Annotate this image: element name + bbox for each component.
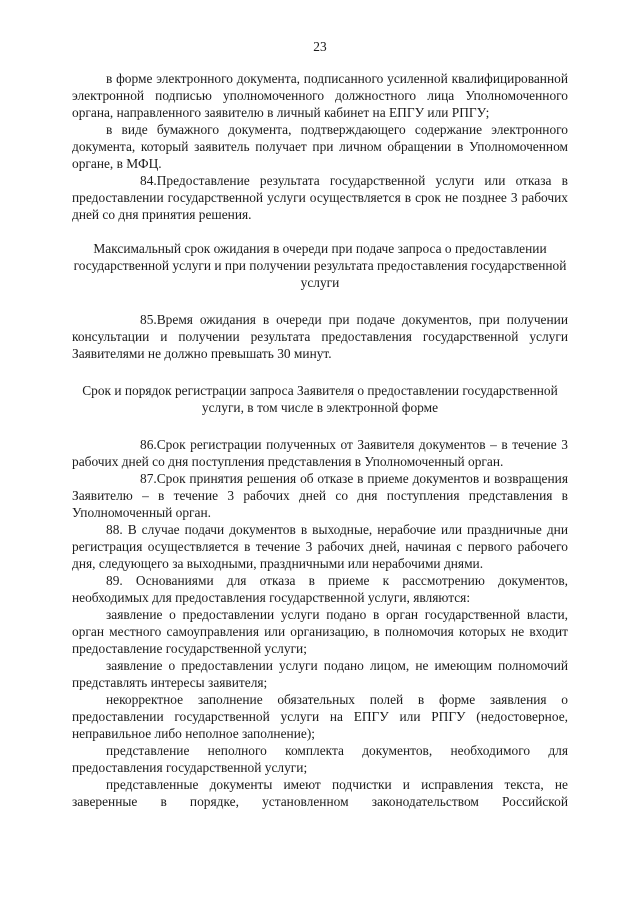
paragraph-86 (72, 436, 568, 470)
paragraph-85-text: Время ожидания в очереди при подаче документов, при получении консультации и получении результата предоставления государственной услуги Заявителями не должно превышать 30 минут. (72, 312, 568, 361)
paragraph-85 (72, 311, 568, 362)
section-heading-waiting-time: Максимальный срок ожидания в очереди при подаче запроса о предоставлении государственной услуги и при получении результата предоставления государственной услуги (73, 241, 567, 290)
paragraph-86-text: Срок регистрации полученных от Заявителя документов – в течение 3 рабочих дней со дня поступления представления в Уполномоченный орган. (72, 437, 568, 469)
paragraph-88: 88. В случае подачи документов в выходные, нерабочие или праздничные дни регистрация осуществляется в течение 3 рабочих дней, начиная с первого рабочего дня, следующего за выходными, праздничными или нерабочими днями. (72, 522, 568, 571)
paragraph-86-number: 86. (140, 437, 157, 452)
document-body (72, 70, 568, 810)
paragraph-87-text: Срок принятия решения об отказе в приеме документов и возвращения Заявителю – в течение 3 рабочих дней со дня поступления представления в Уполномоченный орган. (72, 471, 568, 520)
paragraph-87-number: 87. (140, 471, 157, 486)
paragraph-84-number: 84. (140, 173, 157, 188)
ground-item: некорректное заполнение обязательных полей в форме заявления о предоставлении государственной услуги на ЕПГУ или РПГУ (недостоверное, неправильное либо неполное заполнение); (72, 692, 568, 741)
paragraph-89: 89. Основаниями для отказа в приеме к рассмотрению документов, необходимых для предоставления государственной услуги, являются: (72, 573, 568, 605)
section-heading-registration: Срок и порядок регистрации запроса Заявителя о предоставлении государственной услуги, в том числе в электронной форме (82, 383, 558, 415)
paragraph-85-number: 85. (140, 312, 157, 327)
ground-item: представленные документы имеют подчистки и исправления текста, не заверенные в порядке, установленном законодательством Российской (72, 777, 568, 809)
ground-item: представление неполного комплекта документов, необходимого для предоставления государственной услуги; (72, 743, 568, 775)
paragraph-paper-form: в виде бумажного документа, подтверждающего содержание электронного документа, который заявитель получает при личном обращении в Уполномоченном органе, в МФЦ. (72, 122, 568, 171)
ground-item: заявление о предоставлении услуги подано в орган государственной власти, орган местного самоуправления или организацию, в полномочия которых не входит предоставление государственной услуги; (72, 607, 568, 656)
paragraph-electronic-form: в форме электронного документа, подписанного усиленной квалифицированной электронной подписью уполномоченного должностного лица Уполномоченного органа, направленного заявителю в личный кабинет на ЕПГУ или РПГУ; (72, 71, 568, 120)
paragraph-84 (72, 172, 568, 223)
paragraph-84-text: Предоставление результата государственной услуги или отказа в предоставлении государственной услуги осуществляется в срок не позднее 3 рабочих дней со дня принятия решения. (72, 173, 568, 222)
paragraph-87 (72, 470, 568, 521)
page-number: 23 (313, 39, 327, 54)
ground-item: заявление о предоставлении услуги подано лицом, не имеющим полномочий представлять интересы заявителя; (72, 658, 568, 690)
